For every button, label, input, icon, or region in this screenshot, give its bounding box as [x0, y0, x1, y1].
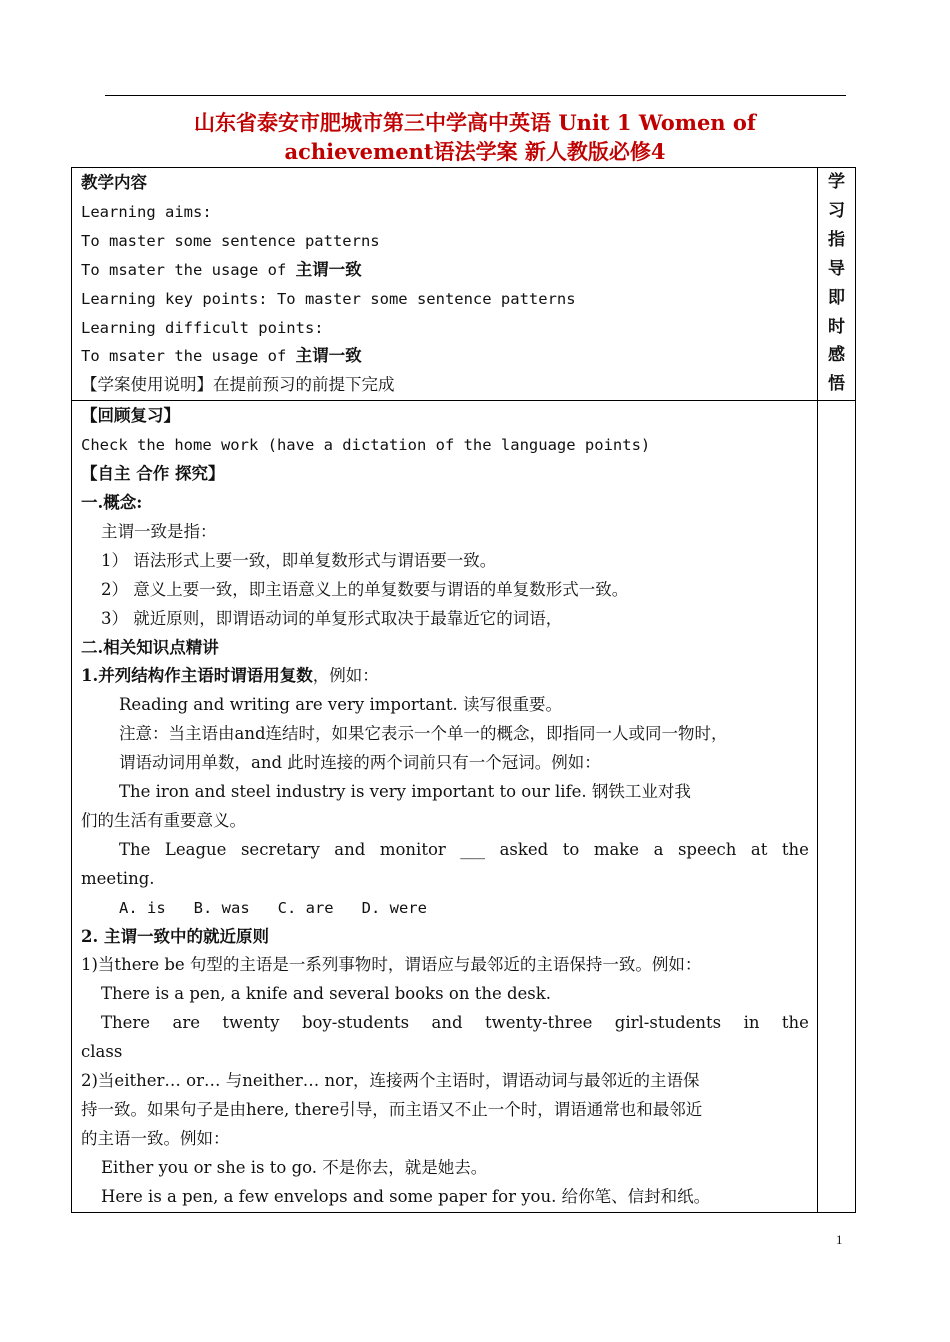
section-2-heading: 二.相关知识点精讲	[81, 637, 219, 657]
rule-line: 2)当either… or… 与neither… nor，连接两个主语时，谓语动词与最邻近的主语保	[81, 1071, 700, 1091]
rule-line: 的主语一致。例如：	[81, 1128, 230, 1148]
rule-line: 1)当there be 句型的主语是一系列事物时，谓语应与最邻近的主语保持一致。例如：	[81, 955, 702, 975]
note-line: 注意：当主语由and连结时，如果它表示一个单一的概念，即指同一人或同一物时，	[119, 724, 728, 744]
side-blank-cell	[817, 401, 855, 1212]
aim-2-bold: 主谓一致	[295, 259, 362, 279]
concept-item: 3） 就近原则，即谓语动词的单复形式取决于最靠近它的词语，	[101, 608, 563, 628]
example-line: Here is a pen, a few envelops and some paper for you. 给你笔、信封和纸。	[101, 1186, 711, 1206]
document-title	[71, 108, 879, 166]
difficult-point	[81, 342, 809, 371]
rule-line: 持一致。如果句子是由here, there引导，而主语又不止一个时，谓语通常也和最邻近	[81, 1100, 703, 1119]
point-2-heading: 2. 主谓一致中的就近原则	[81, 926, 269, 946]
concept-item: 2） 意义上要一致，即主语意义上的单复数要与谓语的单复数形式一致。	[101, 579, 629, 599]
example-line: There is a pen, a knife and several books on the desk.	[101, 984, 551, 1004]
side-char: 导	[827, 258, 845, 279]
side-char: 即	[827, 287, 845, 308]
intro-cell	[72, 168, 818, 401]
content-cell	[72, 401, 818, 1212]
header-rule	[105, 95, 846, 96]
aim-2-text: To msater the usage of	[81, 260, 296, 279]
title-line-1: 山东省泰安市肥城市第三中学高中英语 Unit 1 Women of	[194, 110, 756, 135]
side-char: 指	[827, 229, 845, 250]
note-line: 谓语动词用单数，and 此时连接的两个词前只有一个冠词。例如：	[119, 753, 601, 773]
section-1-intro: 主谓一致是指：	[101, 521, 217, 541]
point-1-heading	[81, 662, 809, 691]
key-points: Learning key points: To master some sentence patterns	[81, 289, 576, 308]
question-line: meeting.	[81, 868, 155, 888]
example-line: There are twenty boy-students and twenty-three girl-students in the	[101, 1013, 809, 1033]
point-1-rest: ，例如：	[312, 666, 379, 686]
example-line: The iron and steel industry is very important to our life. 钢铁工业对我	[119, 782, 691, 802]
point-1-bold: 1.并列结构作主语时谓语用复数	[81, 666, 313, 686]
side-char: 时	[827, 316, 845, 337]
intro-heading: 教学内容	[81, 173, 147, 192]
answer-options: A. is B. was C. are D. were	[119, 898, 427, 917]
example-line: 们的生活有重要意义。	[81, 810, 246, 830]
example-line: Reading and writing are very important. 读写很重要。	[119, 695, 562, 715]
usage-note: 【学案使用说明】在提前预习的前提下完成	[81, 375, 395, 395]
page-number: 1	[836, 1232, 843, 1247]
question-line: The League secretary and monitor ___ asked to make a speech at the	[119, 839, 809, 859]
aims-label: Learning aims:	[81, 202, 212, 221]
review-text: Check the home work (have a dictation of the language points)	[81, 436, 651, 455]
example-line: class	[81, 1042, 123, 1062]
example-line: Either you or she is to go. 不是你去，就是她去。	[101, 1157, 488, 1177]
title-line-2: achievement语法学案 新人教版必修4	[284, 139, 666, 164]
side-char: 悟	[827, 374, 845, 395]
lesson-table	[71, 167, 856, 1213]
difficult-bold: 主谓一致	[295, 346, 362, 366]
side-char: 学	[827, 172, 845, 192]
difficult-text: To msater the usage of	[81, 347, 296, 366]
aim-1: To master some sentence patterns	[81, 231, 380, 250]
section-1-heading: 一.概念:	[81, 492, 143, 512]
explore-heading: 【自主 合作 探究】	[81, 464, 225, 484]
side-char: 感	[827, 345, 845, 366]
side-char: 习	[827, 200, 845, 221]
concept-item: 1） 语法形式上要一致，即单复数形式与谓语要一致。	[101, 550, 497, 570]
difficult-label: Learning difficult points:	[81, 318, 324, 337]
aim-2	[81, 256, 809, 285]
review-heading: 【回顾复习】	[81, 406, 180, 426]
side-guidance-label	[817, 168, 855, 401]
